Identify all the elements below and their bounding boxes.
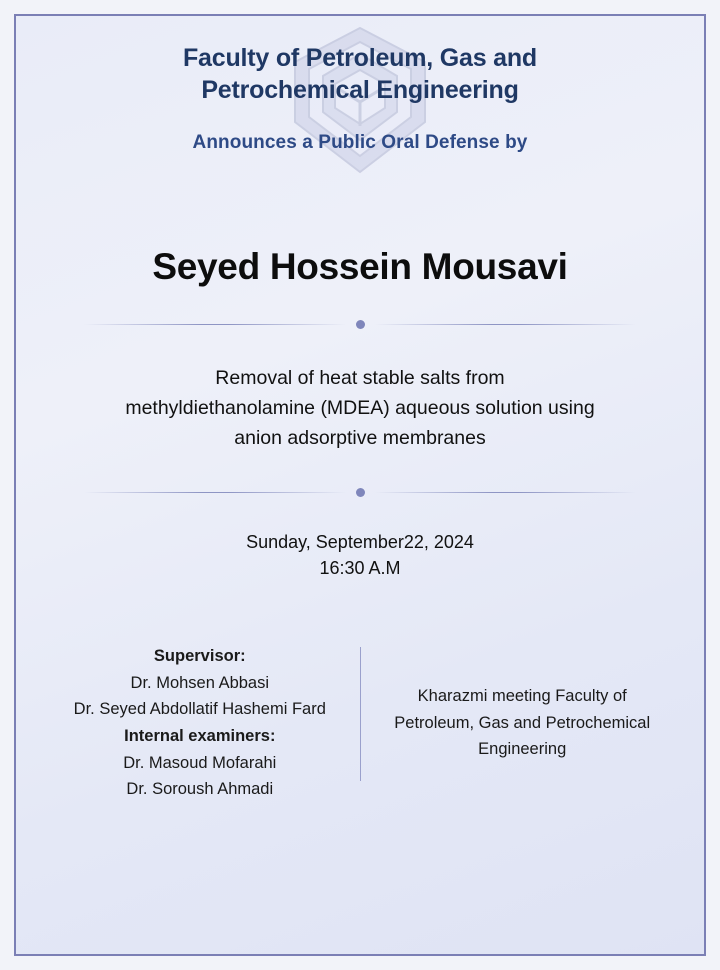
divider-line-right <box>375 324 637 325</box>
venue-line-3: Engineering <box>478 740 567 759</box>
defense-date: Sunday, September22, 2024 <box>246 531 474 552</box>
faculty-heading <box>46 42 674 106</box>
faculty-heading-line-1: Faculty of Petroleum, Gas and <box>182 44 537 72</box>
internal-examiners-label: Internal examiners: <box>124 727 276 745</box>
supervisor-name: Dr. Mohsen Abbasi <box>130 673 270 692</box>
defense-datetime <box>46 529 674 581</box>
defense-time: 16:30 A.M <box>319 557 401 578</box>
thesis-title-line-2: methyldiethanolamine (MDEA) aqueous solution using <box>125 397 595 420</box>
divider-line-left <box>84 324 346 325</box>
thesis-title-line-3: anion adsorptive membranes <box>234 427 486 450</box>
divider-line-right <box>375 492 637 493</box>
venue-block <box>361 643 662 803</box>
poster-frame <box>14 14 706 956</box>
poster-content <box>16 16 704 954</box>
divider-bottom <box>84 488 637 497</box>
thesis-title <box>46 363 674 454</box>
thesis-title-line-1: Removal of heat stable salts from <box>215 367 505 389</box>
divider-top <box>84 320 637 329</box>
faculty-heading-line-2: Petrochemical Engineering <box>201 76 519 104</box>
committee-and-venue <box>46 643 674 803</box>
divider-dot-icon <box>356 320 365 329</box>
committee-block <box>58 643 359 803</box>
candidate-name: Seyed Hossein Mousavi <box>152 246 568 287</box>
divider-line-left <box>84 492 346 493</box>
divider-dot-icon <box>356 488 365 497</box>
internal-examiner-name: Dr. Soroush Ahmadi <box>126 780 274 799</box>
supervisor-name: Dr. Seyed Abdollatif Hashemi Fard <box>73 700 326 719</box>
supervisor-label: Supervisor: <box>153 646 246 665</box>
internal-examiner-name: Dr. Masoud Mofarahi <box>123 753 277 772</box>
venue-line-2: Petroleum, Gas and Petrochemical <box>394 713 651 732</box>
announcement-subtitle: Announces a Public Oral Defense by <box>192 132 528 153</box>
venue-line-1: Kharazmi meeting Faculty of <box>417 686 627 705</box>
